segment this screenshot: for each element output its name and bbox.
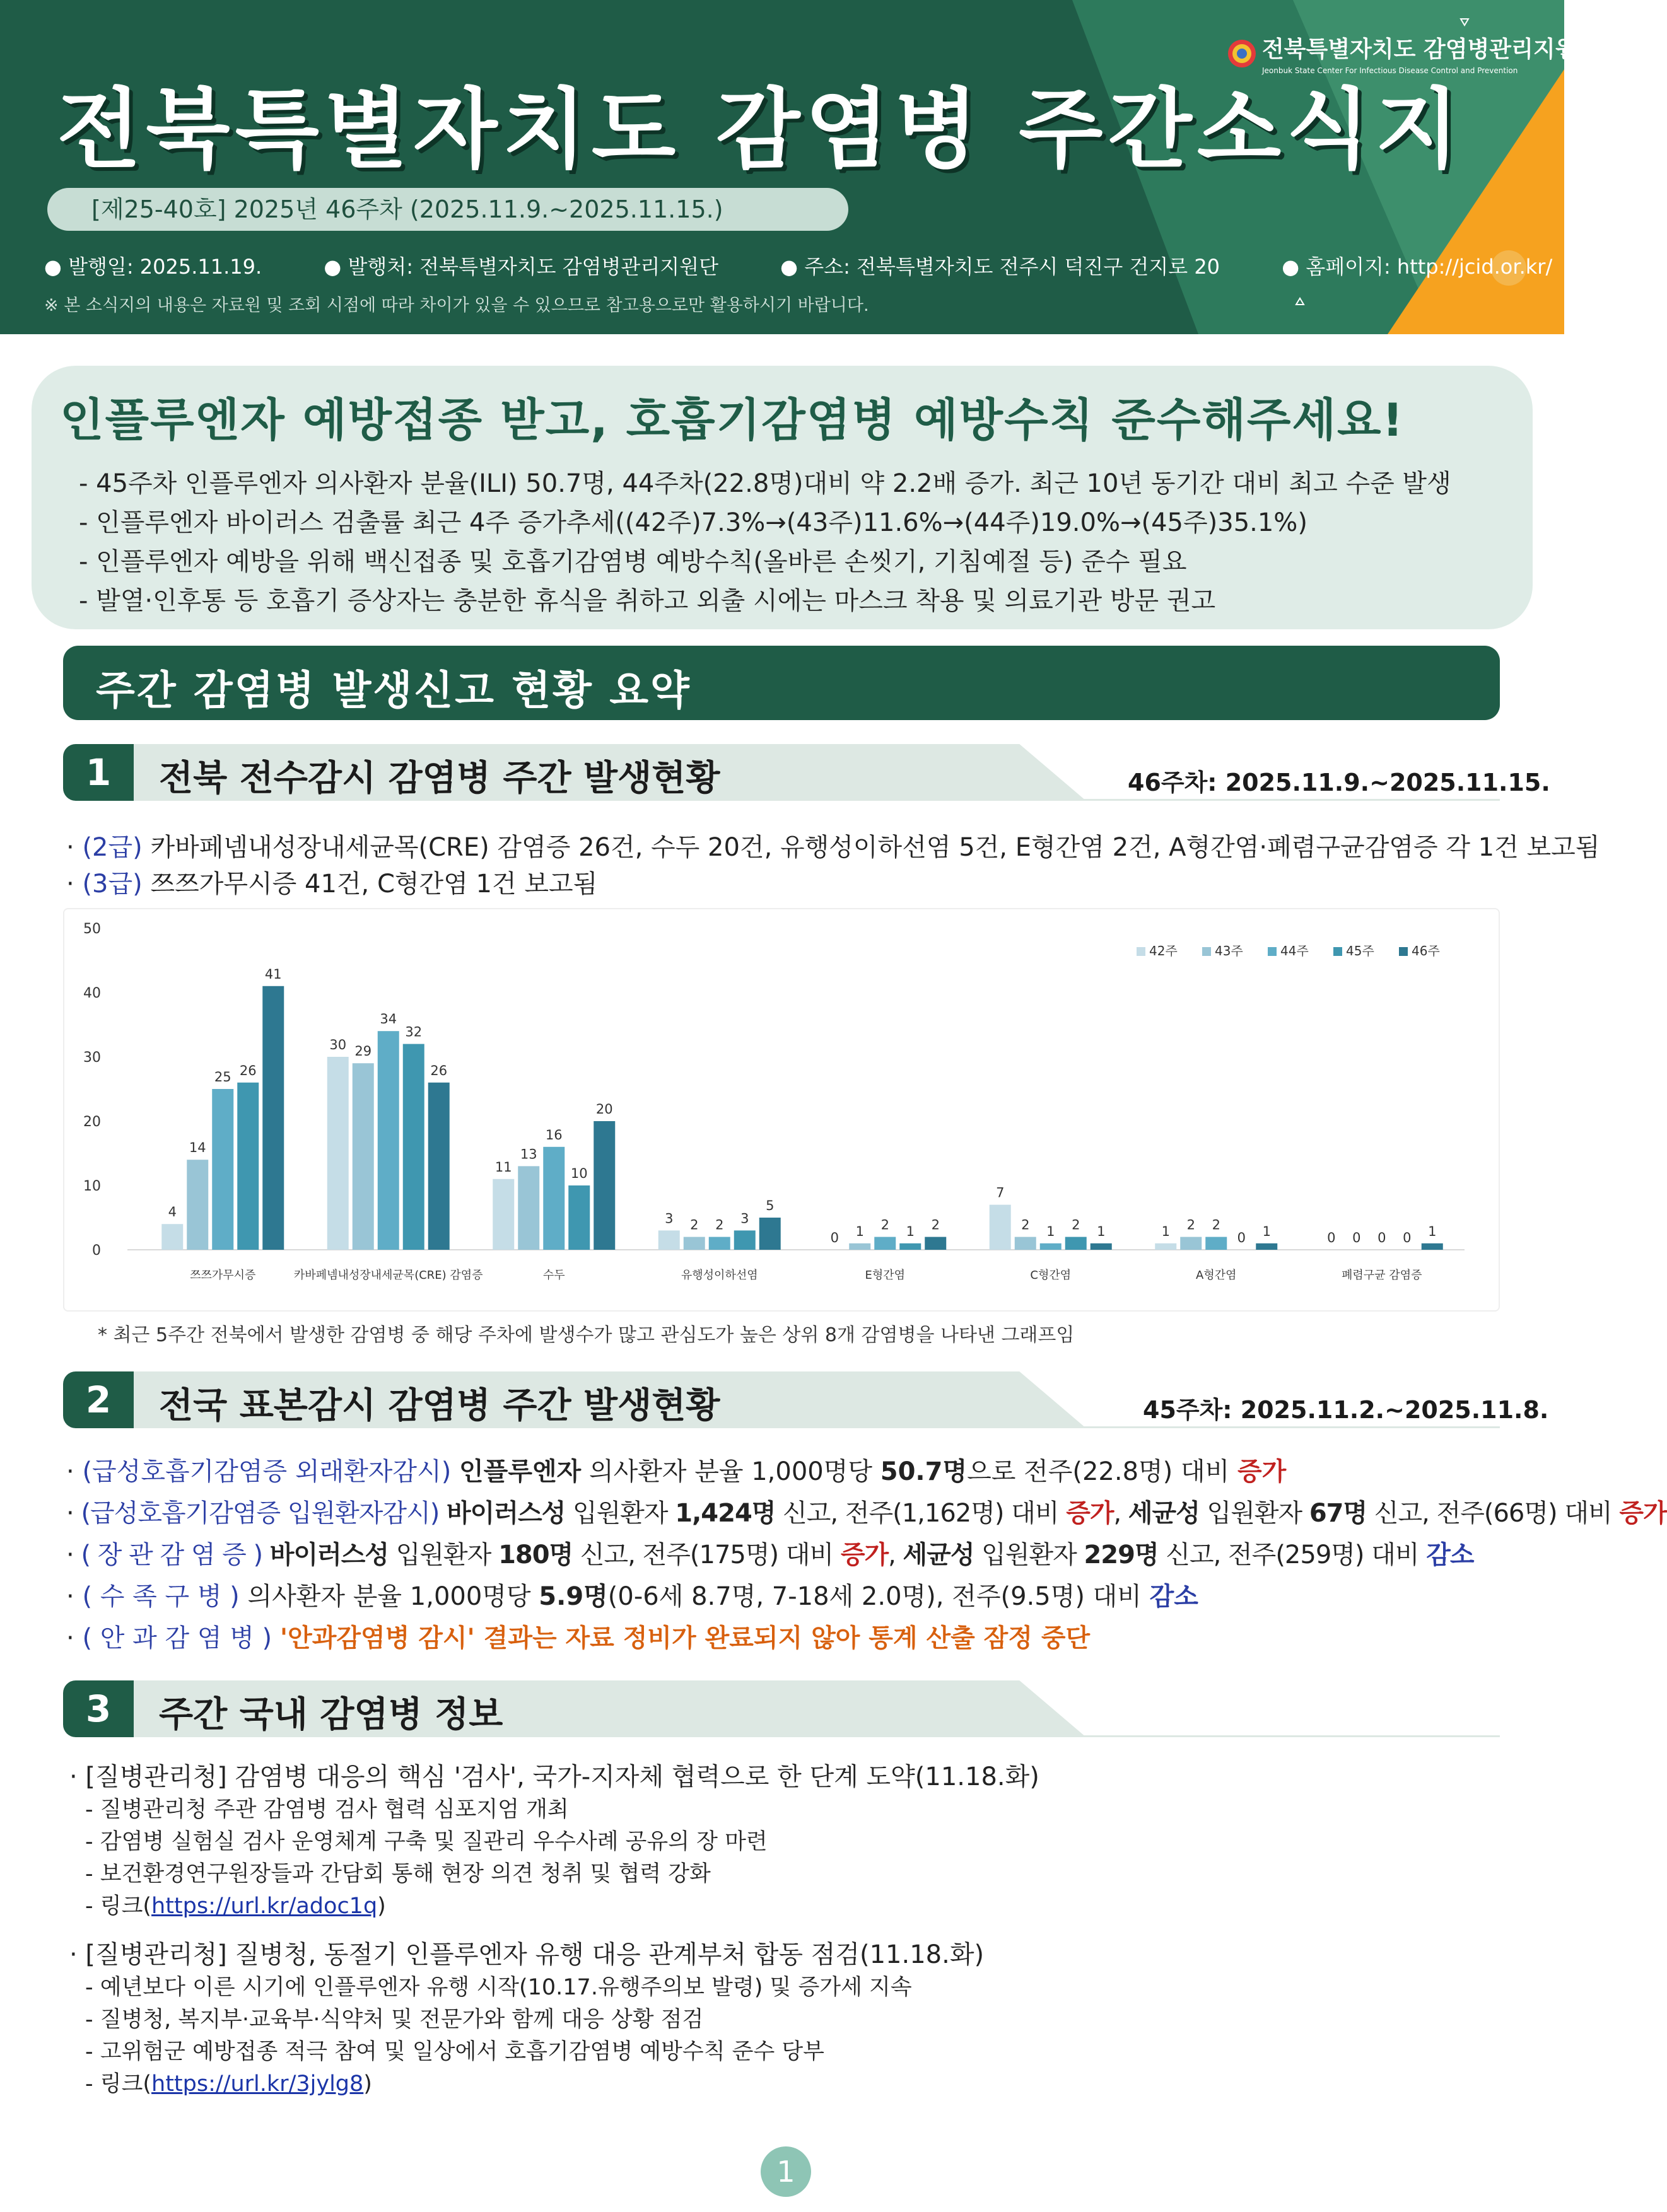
- news-item: - 예년보다 이른 시기에 인플루엔자 유행 시작(10.17.유행주의보 발령) 및 증가세 지속: [85, 1975, 912, 2000]
- org-logo: [1227, 32, 1599, 75]
- section3-number: 3: [63, 1680, 134, 1737]
- org-english-name: Jeonbuk State Center For Infectious Disease Control and Prevention: [1262, 66, 1518, 75]
- section3-rule: [1072, 1735, 1500, 1737]
- section1-line-grade3: · (3급) 쯔쯔가무시증 41건, C형간염 1건 보고됨: [66, 870, 598, 899]
- y-tick-label: 20: [83, 1114, 101, 1130]
- bar: [212, 1089, 233, 1250]
- bar: [1155, 1243, 1176, 1250]
- bar: [1015, 1237, 1036, 1250]
- org-emblem-icon: [1227, 38, 1257, 69]
- data-label: 10: [570, 1166, 588, 1181]
- bar: [518, 1166, 539, 1250]
- data-label: 11: [494, 1159, 512, 1175]
- pub-date: 발행일: 2025.11.19.: [68, 255, 262, 279]
- category-label: 카바페넴내성장내세균목(CRE) 감염증: [293, 1269, 483, 1282]
- chart-footnote: * 최근 5주간 전북에서 발생한 감염병 중 해당 주차에 발생수가 많고 관심도가 높은 상위 8개 감염병을 나타낸 그래프임: [98, 1324, 1075, 1346]
- category-label: 폐렴구균 감염증: [1342, 1269, 1422, 1282]
- bar: [849, 1243, 870, 1250]
- news-item: - 질병관리청 주관 감염병 검사 협력 심포지엄 개최: [85, 1797, 569, 1822]
- bar: [543, 1147, 564, 1250]
- data-label: 2: [880, 1217, 889, 1233]
- bar: [1422, 1243, 1443, 1250]
- address: 주소: 전북특별자치도 전주시 덕진구 건지로 20: [804, 255, 1220, 279]
- weekly-cases-chart: [63, 908, 1500, 1312]
- news-link-line: - 링크(https://url.kr/adoc1q): [85, 1894, 386, 1919]
- summary-heading-bar: [63, 646, 1500, 720]
- page-title: 전북특별자치도 감염병 주간소식지: [57, 79, 1465, 180]
- bar: [709, 1237, 730, 1250]
- data-label: 2: [1072, 1217, 1080, 1233]
- legend-swatch: [1137, 947, 1145, 956]
- category-label: C형간염: [1030, 1269, 1072, 1282]
- bar: [353, 1063, 374, 1250]
- page-number: 1: [761, 2146, 811, 2197]
- bar: [925, 1237, 946, 1250]
- section2-rule: [1072, 1426, 1500, 1428]
- legend-label: 46주: [1412, 943, 1440, 958]
- data-label: 2: [1021, 1217, 1030, 1233]
- bar: [990, 1205, 1011, 1250]
- data-label: 16: [545, 1127, 563, 1143]
- data-label: 2: [1212, 1217, 1220, 1233]
- bar: [759, 1218, 781, 1250]
- data-label: 41: [264, 966, 282, 982]
- legend-swatch: [1333, 947, 1342, 956]
- bar: [403, 1044, 424, 1250]
- sentinel-row-sari: · (급성호흡기감염증 입원환자감시) 바이러스성 입원환자 1,424명 신고, 전주(1,162명) 대비 증가, 세균성 입원환자 67명 신고, 전주(66명) 대비 증가: [66, 1499, 1667, 1528]
- bar: [1256, 1243, 1277, 1250]
- callout-item: - 인플루엔자 예방을 위해 백신접종 및 호흡기감염병 예방수칙(올바른 손씻기, 기침예절 등) 준수 필요: [79, 547, 1187, 576]
- data-label: 2: [931, 1217, 940, 1233]
- bar: [568, 1185, 590, 1250]
- disclaimer-notice: ※ 본 소식지의 내용은 자료원 및 조회 시점에 따라 차이가 있을 수 있으므로 참고용으로만 활용하시기 바랍니다.: [44, 296, 869, 315]
- bar: [237, 1083, 259, 1250]
- bar: [187, 1160, 208, 1250]
- data-label: 2: [690, 1217, 699, 1233]
- data-label: 0: [1352, 1230, 1361, 1245]
- callout-item: - 45주차 인플루엔자 의사환자 분율(ILI) 50.7명, 44주차(22.8명)대비 약 2.2배 증가. 최근 10년 동기간 대비 최고 수준 발생: [79, 469, 1451, 498]
- bar: [594, 1121, 615, 1250]
- bar: [1205, 1237, 1227, 1250]
- data-label: 30: [329, 1037, 347, 1052]
- legend-label: 45주: [1346, 943, 1374, 958]
- data-label: 0: [1377, 1230, 1386, 1245]
- section1-number: 1: [63, 744, 134, 801]
- publication-info: ● 발행일: 2025.11.19. ● 발행처: 전북특별자치도 감염병관리지원단 ● 주소: 전북특별자치도 전주시 덕진구 건지로 20 ● 홈페이지: http://jcid.or.kr/: [44, 255, 1553, 279]
- section1-line-grade2: · (2급) 카바페넴내성장내세균목(CRE) 감염증 26건, 수두 20건, 유행성이하선염 5건, E형간염 2건, A형간염·폐렴구균감염증 각 1건 보고됨: [66, 833, 1600, 862]
- bar: [493, 1179, 514, 1250]
- data-label: 2: [715, 1217, 724, 1233]
- data-label: 1: [906, 1223, 915, 1239]
- bar: [899, 1243, 921, 1250]
- sentinel-row-eye: · ( 안 과 감 염 병 ) '안과감염병 감시' 결과는 자료 정비가 완료되지 않아 통계 산출 잠정 중단: [66, 1624, 1091, 1653]
- header-banner: [0, 0, 1600, 334]
- data-label: 34: [380, 1011, 397, 1027]
- publisher: 발행처: 전북특별자치도 감염병관리지원단: [348, 255, 718, 279]
- data-label: 7: [996, 1185, 1005, 1201]
- news-link-line: - 링크(https://url.kr/3jylg8): [85, 2071, 372, 2097]
- data-label: 1: [1262, 1223, 1271, 1239]
- data-label: 26: [239, 1062, 257, 1078]
- bar: [378, 1031, 399, 1250]
- bar: [684, 1237, 705, 1250]
- bar: [428, 1083, 450, 1250]
- data-label: 2: [1186, 1217, 1195, 1233]
- news-item: - 감염병 실험실 검사 운영체계 구축 및 질관리 우수사례 공유의 장 마련: [85, 1829, 768, 1854]
- news-item: - 보건환경연구원장들과 간담회 통해 현장 의견 청취 및 협력 강화: [85, 1861, 711, 1887]
- bar: [1065, 1237, 1087, 1250]
- data-label: 0: [1403, 1230, 1412, 1245]
- category-label: 유행성이하선염: [681, 1269, 758, 1282]
- legend-label: 42주: [1149, 943, 1178, 958]
- data-label: 3: [665, 1211, 674, 1226]
- bar: [161, 1224, 183, 1250]
- y-tick-label: 30: [83, 1050, 101, 1066]
- y-tick-label: 50: [83, 921, 101, 937]
- callout-title: 인플루엔자 예방접종 받고, 호흡기감염병 예방수칙 준수해주세요!: [60, 393, 1405, 446]
- callout-item: - 인플루엔자 바이러스 검출률 최근 4주 증가추세((42주)7.3%→(43주)11.6%→(44주)19.0%→(45주)35.1%): [79, 508, 1307, 537]
- news-link[interactable]: https://url.kr/3jylg8: [151, 2071, 364, 2097]
- section1-date: 46주차: 2025.11.9.~2025.11.15.: [1128, 769, 1550, 796]
- news-headline: · [질병관리청] 질병청, 동절기 인플루엔자 유행 대응 관계부처 합동 점검(11.18.화): [69, 1940, 985, 1969]
- section2-number: 2: [63, 1371, 134, 1428]
- y-tick-label: 0: [92, 1243, 101, 1259]
- summary-title: 주간 감염병 발생신고 현황 요약: [96, 668, 691, 714]
- section2-date: 45주차: 2025.11.2.~2025.11.8.: [1143, 1396, 1549, 1424]
- news-item: - 고위험군 예방접종 적극 참여 및 일상에서 호흡기감염병 예방수칙 준수 당부: [85, 2039, 824, 2064]
- data-label: 4: [168, 1204, 177, 1220]
- data-label: 13: [520, 1146, 537, 1162]
- data-label: 32: [405, 1024, 423, 1040]
- y-tick-label: 40: [83, 986, 101, 1001]
- sentinel-row-ili: · (급성호흡기감염증 외래환자감시) 인플루엔자 의사환자 분율 1,000명당 50.7명으로 전주(22.8명) 대비 증가: [66, 1457, 1287, 1486]
- category-label: E형간염: [865, 1269, 906, 1282]
- issue-badge: [제25-40호] 2025년 46주차 (2025.11.9.~2025.11.15.): [47, 188, 848, 231]
- bar: [1040, 1243, 1062, 1250]
- data-label: 3: [740, 1211, 749, 1226]
- legend-label: 43주: [1215, 943, 1243, 958]
- chart-svg: [64, 909, 1499, 1310]
- data-label: 1: [855, 1223, 864, 1239]
- data-label: 5: [766, 1198, 775, 1213]
- section1-title: 전북 전수감시 감염병 주간 발생현황: [159, 758, 720, 799]
- data-label: 0: [1327, 1230, 1336, 1245]
- data-label: 14: [189, 1140, 206, 1156]
- category-label: 쯔쯔가무시증: [190, 1269, 256, 1282]
- bar: [658, 1230, 680, 1250]
- news-item: - 질병청, 복지부·교육부·식약처 및 전문가와 함께 대응 상황 점검: [85, 2007, 704, 2032]
- news-headline: · [질병관리청] 감염병 대응의 핵심 '검사', 국가-지자체 협력으로 한 단계 도약(11.18.화): [69, 1762, 1039, 1791]
- section3-title: 주간 국내 감염병 정보: [159, 1694, 503, 1735]
- bar: [327, 1057, 349, 1250]
- data-label: 25: [214, 1069, 231, 1085]
- data-label: 1: [1046, 1223, 1055, 1239]
- legend-swatch: [1268, 947, 1277, 956]
- data-label: 26: [430, 1062, 448, 1078]
- legend-swatch: [1399, 947, 1408, 956]
- bar: [1091, 1243, 1112, 1250]
- callout-item: - 발열·인후통 등 호흡기 증상자는 충분한 휴식을 취하고 외출 시에는 마스크 착용 및 의료기관 방문 권고: [79, 586, 1216, 615]
- data-label: 1: [1428, 1223, 1437, 1239]
- bar: [262, 986, 284, 1250]
- org-name: 전북특별자치도 감염병관리지원단: [1262, 37, 1600, 62]
- category-label: 수두: [542, 1269, 565, 1282]
- section2-title: 전국 표본감시 감염병 주간 발생현황: [159, 1385, 720, 1426]
- data-label: 1: [1097, 1223, 1106, 1239]
- homepage-link[interactable]: 홈페이지: http://jcid.or.kr/: [1306, 255, 1553, 279]
- category-label: A형간염: [1196, 1269, 1237, 1282]
- sentinel-row-hfmd: · ( 수 족 구 병 ) 의사환자 분율 1,000명당 5.9명(0-6세 8.7명, 7-18세 2.0명), 전주(9.5명) 대비 감소: [66, 1582, 1198, 1611]
- news-link[interactable]: https://url.kr/adoc1q: [151, 1894, 378, 1919]
- data-label: 20: [595, 1102, 613, 1117]
- legend-label: 44주: [1280, 943, 1309, 958]
- y-tick-label: 10: [83, 1179, 101, 1194]
- bar: [874, 1237, 896, 1250]
- data-label: 0: [830, 1230, 839, 1245]
- data-label: 29: [354, 1044, 372, 1059]
- bar: [1180, 1237, 1202, 1250]
- legend-swatch: [1202, 947, 1211, 956]
- data-label: 0: [1237, 1230, 1246, 1245]
- section1-rule: [1072, 799, 1500, 801]
- sentinel-row-enteric: · ( 장 관 감 염 증 ) 바이러스성 입원환자 180명 신고, 전주(175명) 대비 증가, 세균성 입원환자 229명 신고, 전주(259명) 대비 감소: [66, 1540, 1474, 1569]
- bar: [734, 1230, 756, 1250]
- data-label: 1: [1161, 1223, 1170, 1239]
